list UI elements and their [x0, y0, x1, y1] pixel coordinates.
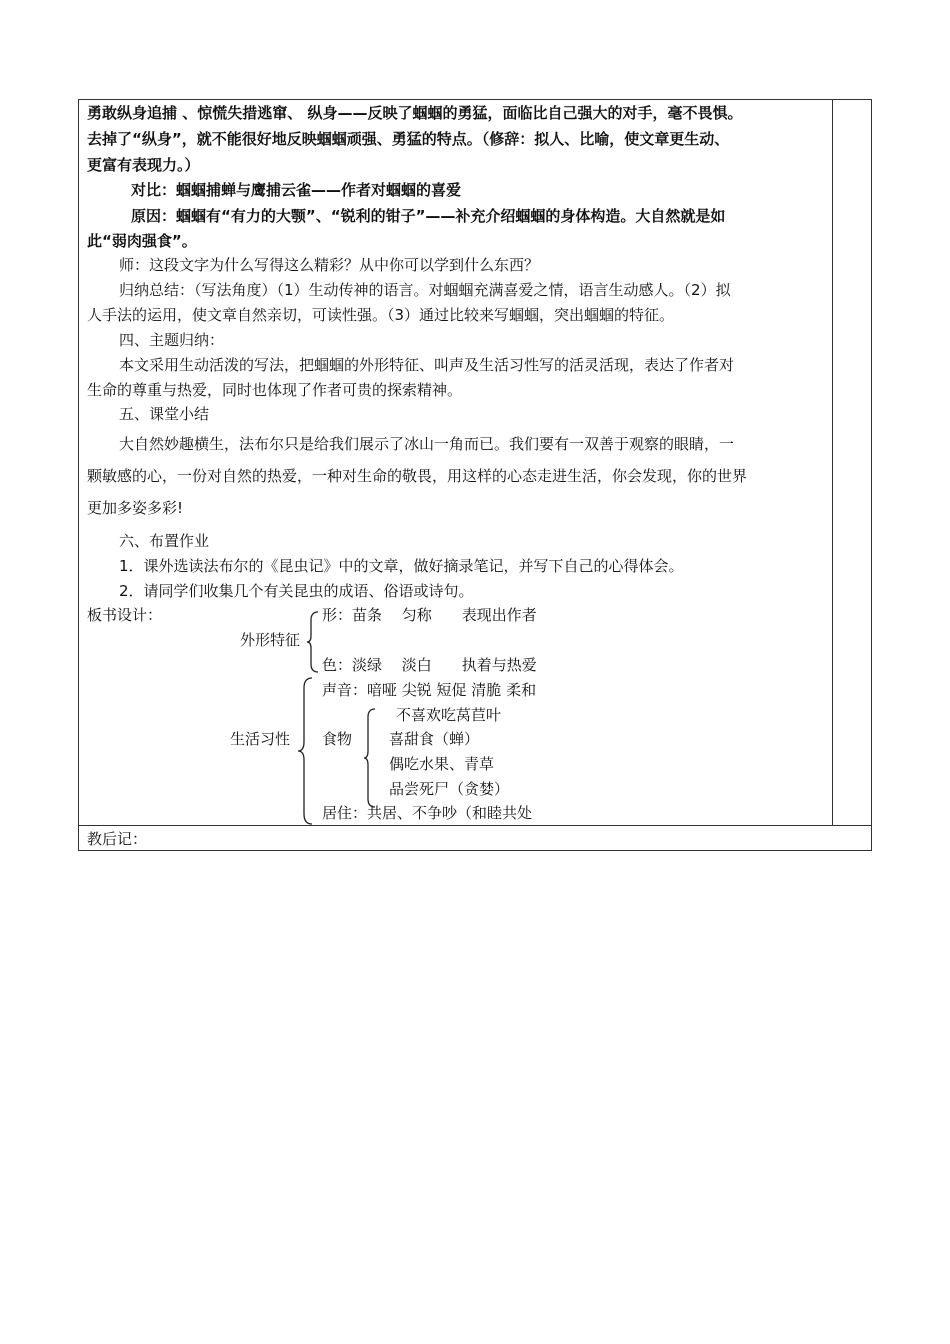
- teacher-question: 师：这段文字为什么写得这么精彩？从中你可以学到什么东西？: [119, 256, 540, 274]
- analysis-line-1: 勇敢纵身追捕 、惊慌失措逃窜、 纵身——反映了蝈蝈的勇猛，面临比自己强大的对手，毫不畏惧。: [87, 104, 743, 122]
- analysis-line-2: 去掉了“纵身”，就不能很好地反映蝈蝈顽强、勇猛的特点。（修辞：拟人、比喻，使文章更生动、: [87, 130, 730, 148]
- board-shape: 形：苗条 匀称 表现出作者: [322, 606, 537, 624]
- section-4-line-1: 本文采用生动活泼的写法，把蝈蝈的外形特征、叫声及生活习性写的活灵活现，表达了作者对: [119, 356, 735, 374]
- board-food-label: 食物: [322, 730, 353, 748]
- analysis-line-3: 更富有表现力。）: [87, 156, 200, 174]
- section-4-title: 四、主题归纳：: [119, 331, 225, 349]
- row-divider: [79, 825, 871, 826]
- habits-brace: [296, 676, 314, 826]
- board-color: 色：淡绿 淡白 执着与热爱: [322, 656, 537, 674]
- board-food-item-3: 偶吃水果、青草: [389, 755, 495, 773]
- column-divider: [832, 100, 833, 826]
- food-brace: [363, 707, 377, 809]
- reason-line-2: 此“弱肉强食”。: [87, 232, 197, 250]
- appearance-brace: [306, 610, 320, 674]
- contrast-line: 对比：蝈蝈捕蝉与鹰捕云雀——作者对蝈蝈的喜爱: [131, 181, 462, 199]
- section-5-line-2: 颗敏感的心，一份对自然的热爱，一种对生命的敬畏，用这样的心态走进生活，你会发现，你的世界: [87, 467, 748, 485]
- board-dwelling: 居住：共居、不争吵（和睦共处: [322, 804, 533, 822]
- section-5-line-1: 大自然妙趣横生，法布尔只是给我们展示了冰山一角而已。我们要有一双善于观察的眼睛，一: [119, 435, 735, 453]
- reason-line-1: 原因：蝈蝈有“有力的大颚”、“锐利的钳子”——补充介绍蝈蝈的身体构造。大自然就是如: [131, 207, 726, 225]
- homework-item-2: 2．请同学们收集几个有关昆虫的成语、俗语或诗句。: [119, 582, 474, 600]
- board-sound: 声音：喑哑 尖锐 短促 清脆 柔和: [322, 681, 537, 699]
- board-appearance-label: 外形特征: [240, 631, 301, 649]
- summary-line-1: 归纳总结：（写法角度）（1）生动传神的语言。对蝈蝈充满喜爱之情，语言生动感人。（2）拟: [119, 281, 731, 299]
- board-habits-label: 生活习性: [230, 730, 291, 748]
- afterword-label: 教后记：: [87, 830, 148, 848]
- section-4-line-2: 生命的尊重与热爱，同时也体现了作者可贵的探索精神。: [87, 381, 463, 399]
- board-food-item-4: 品尝死尸（贪婪）: [389, 780, 510, 798]
- section-5-title: 五、课堂小结: [119, 405, 210, 423]
- board-label: 板书设计：: [87, 606, 163, 624]
- homework-item-1: 1．课外选读法布尔的《昆虫记》中的文章，做好摘录笔记，并写下自己的心得体会。: [119, 557, 684, 575]
- board-food-item-1: 不喜欢吃莴苣叶: [396, 706, 502, 724]
- summary-line-2: 人手法的运用，使文章自然亲切，可读性强。（3）通过比较来写蝈蝈，突出蝈蝈的特征。: [87, 306, 675, 324]
- section-6-title: 六、布置作业: [119, 532, 210, 550]
- section-5-line-3: 更加多姿多彩!: [87, 499, 184, 517]
- board-food-item-2: 喜甜食（蝉）: [389, 730, 480, 748]
